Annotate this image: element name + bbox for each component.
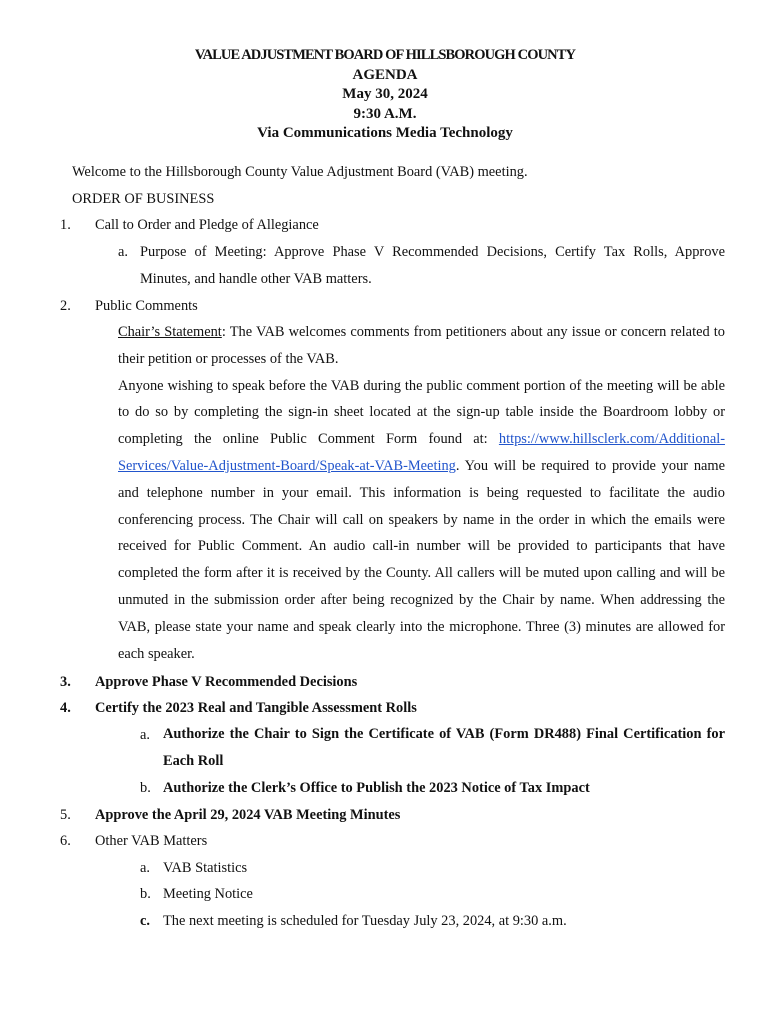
item-text: Other VAB Matters [95, 833, 208, 849]
sub-letter: c. [140, 913, 150, 929]
item-number: 5. [60, 807, 71, 823]
sub-item-text: The next meeting is scheduled for Tuesday July 23, 2024, at 9:30 a.m. [163, 913, 567, 929]
agenda-header [0, 46, 770, 144]
sub-item-text: Authorize the Clerk’s Office to Publish the 2023 Notice of Tax Impact [163, 780, 590, 796]
item-number: 6. [60, 833, 71, 849]
chair-statement-label: Chair’s Statement [118, 324, 222, 340]
meeting-time: 9:30 A.M. [353, 105, 417, 122]
chair-statement-text: : The VAB welcomes comments from petitioners about any issue or concern related to their petition or processes of the VAB. [118, 324, 725, 367]
public-comments-body [118, 319, 725, 667]
item-text: Approve the April 29, 2024 VAB Meeting Minutes [95, 807, 401, 823]
sub-letter: a. [118, 244, 128, 260]
item-text: Public Comments [95, 298, 198, 314]
org-title: VALUE ADJUSTMENT BOARD OF HILLSBOROUGH COUNTY [194, 47, 576, 63]
sub-letter: a. [140, 860, 150, 876]
agenda-title: AGENDA [352, 66, 418, 83]
speak-at-vab-link[interactable]: https://www.hillsclerk.com/Additional-Services/Value-Adjustment-Board/Speak-at-VAB-Meeting [118, 431, 725, 474]
item-text: Approve Phase V Recommended Decisions [95, 674, 358, 690]
meeting-date: May 30, 2024 [342, 86, 428, 103]
sub-item-text: Meeting Notice [163, 886, 253, 902]
sub-item-text: Authorize the Chair to Sign the Certificate of VAB (Form DR488) Final Certification for Each Roll [163, 726, 725, 769]
welcome-text: Welcome to the Hillsborough County Value Adjustment Board (VAB) meeting. [72, 164, 528, 180]
sub-letter: b. [140, 886, 151, 902]
order-heading: ORDER OF BUSINESS [72, 191, 215, 207]
sub-letter: a. [140, 727, 150, 743]
item-text: Certify the 2023 Real and Tangible Assessment Rolls [95, 700, 417, 716]
public-comment-instructions: Anyone wishing to speak before the VAB during the public comment portion of the meeting will be able to do so by completing the sign-in sheet located at the sign-up table inside the Boardroom lobby or completing the online Public Comment Form found at: https://www.hillsclerk.com/Additional-Services/Value-Adjustment-Board/Speak-at-VAB-Meeting. You will be required to provide your name and telephone number in your email. This information is being requested to facilitate the audio conferencing process. The Chair will call on speakers by name in the order in which the emails were received for Public Comment. An audio call-in number will be provided to participants that have completed the form after it is received by the County. All callers will be muted upon calling and will be unmuted in the submission order after being recognized by the Chair by name. When addressing the VAB, please state your name and speak clearly into the microphone. Three (3) minutes are allowed for each speaker. [118, 377, 725, 662]
item-number: 3. [60, 674, 71, 690]
item-text: Call to Order and Pledge of Allegiance [95, 217, 319, 233]
sub-letter: b. [140, 780, 151, 796]
chair-statement [118, 319, 725, 373]
item-number: 4. [60, 700, 71, 716]
purpose-of-meeting: Purpose of Meeting: Approve Phase V Recommended Decisions, Certify Tax Rolls, Approve Minutes, and handle other VAB matters. [140, 244, 725, 287]
meeting-via: Via Communications Media Technology [257, 125, 513, 142]
item-number: 1. [60, 217, 71, 233]
sub-item-text: VAB Statistics [163, 860, 248, 876]
item-number: 2. [60, 298, 71, 314]
